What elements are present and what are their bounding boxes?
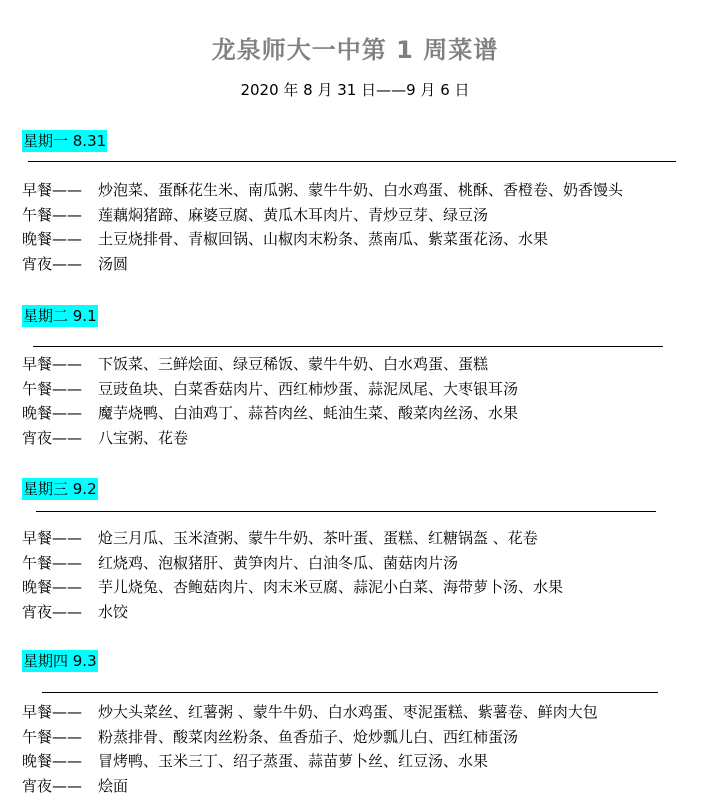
meal-items: 汤圆: [98, 254, 129, 273]
meal-row-lunch: [22, 551, 702, 576]
meal-label: 早餐——: [22, 703, 83, 721]
meal-items: 水饺: [98, 602, 129, 621]
meal-label: 早餐——: [22, 529, 83, 547]
meal-label: 午餐——: [22, 727, 83, 746]
day-header: 星期二 9.1: [23, 307, 97, 325]
meal-items: 下饭菜、三鲜烩面、绿豆稀饭、蒙牛牛奶、白水鸡蛋、蛋糕: [98, 355, 489, 373]
meal-label: 午餐——: [22, 379, 83, 398]
meal-list-thursday: [22, 700, 702, 798]
meal-row-dinner: [22, 575, 702, 600]
meal-row-late-night: [22, 252, 702, 277]
day-header: 星期四 9.3: [23, 652, 97, 670]
meal-row-lunch: [22, 725, 702, 750]
section-divider: [28, 161, 676, 162]
meal-list-tuesday: [22, 352, 702, 450]
meal-row-dinner: [22, 749, 702, 774]
date-range: 2020 年 8 月 31 日——9 月 6 日: [240, 81, 470, 99]
meal-row-late-night: [22, 600, 702, 625]
meal-row-late-night: [22, 426, 702, 451]
meal-label: 晚餐——: [22, 404, 83, 422]
section-divider: [36, 511, 656, 512]
meal-row-breakfast: [22, 352, 702, 377]
meal-items: 炒泡菜、蛋酥花生米、南瓜粥、蒙牛牛奶、白水鸡蛋、桃酥、香橙卷、奶香馒头: [98, 181, 624, 199]
day-section-wednesday: [22, 478, 702, 500]
meal-row-dinner: [22, 227, 702, 252]
meal-items: 魔芋烧鸭、白油鸡丁、蒜苔肉丝、蚝油生菜、酸菜肉丝汤、水果: [98, 404, 519, 422]
section-divider: [42, 692, 658, 693]
meal-label: 宵夜——: [22, 602, 83, 621]
menu-title: 龙泉师大一中第 1 周菜谱: [211, 36, 499, 64]
meal-label: 宵夜——: [22, 254, 83, 273]
meal-list-wednesday: [22, 526, 702, 624]
meal-row-lunch: [22, 377, 702, 402]
meal-items: 豆豉鱼块、白菜香菇肉片、西红柿炒蛋、蒜泥凤尾、大枣银耳汤: [98, 379, 519, 398]
meal-row-dinner: [22, 401, 702, 426]
meal-items: 冒烤鸭、玉米三丁、绍子蒸蛋、蒜苗萝卜丝、红豆汤、水果: [98, 752, 489, 770]
day-section-tuesday: [22, 305, 702, 327]
meal-row-breakfast: [22, 526, 702, 551]
meal-label: 晚餐——: [22, 578, 83, 596]
day-header: 星期三 9.2: [23, 480, 97, 498]
meal-items: 炝三月瓜、玉米渣粥、蒙牛牛奶、茶叶蛋、蛋糕、红糖锅盔 、花卷: [98, 529, 538, 547]
meal-items: 炒大头菜丝、红薯粥 、蒙牛牛奶、白水鸡蛋、枣泥蛋糕、紫薯卷、鲜肉大包: [98, 703, 598, 721]
meal-label: 晚餐——: [22, 752, 83, 770]
meal-row-lunch: [22, 203, 702, 228]
day-section-monday: [22, 130, 702, 152]
meal-items: 烩面: [98, 776, 129, 795]
meal-label: 午餐——: [22, 205, 83, 224]
meal-label: 宵夜——: [22, 428, 83, 447]
meal-label: 晚餐——: [22, 230, 83, 248]
meal-label: 午餐——: [22, 553, 83, 572]
meal-row-late-night: [22, 774, 702, 799]
meal-list-monday: [22, 178, 702, 276]
section-divider: [33, 346, 663, 347]
meal-label: 宵夜——: [22, 776, 83, 795]
meal-items: 粉蒸排骨、酸菜肉丝粉条、鱼香茄子、炝炒瓢儿白、西红柿蛋汤: [98, 727, 519, 746]
meal-label: 早餐——: [22, 181, 83, 199]
day-section-thursday: [22, 650, 702, 672]
meal-row-breakfast: [22, 178, 702, 203]
meal-row-breakfast: [22, 700, 702, 725]
meal-items: 土豆烧排骨、青椒回锅、山椒肉末粉条、蒸南瓜、紫菜蛋花汤、水果: [98, 230, 549, 248]
day-header: 星期一 8.31: [23, 132, 107, 150]
meal-items: 八宝粥、花卷: [98, 428, 189, 447]
meal-label: 早餐——: [22, 355, 83, 373]
meal-items: 莲藕焖猪蹄、麻婆豆腐、黄瓜木耳肉片、青炒豆芽、绿豆汤: [98, 205, 489, 224]
meal-items: 芋儿烧兔、杏鲍菇肉片、肉末米豆腐、蒜泥小白菜、海带萝卜汤、水果: [98, 578, 564, 596]
meal-items: 红烧鸡、泡椒猪肝、黄笋肉片、白油冬瓜、菌菇肉片汤: [98, 553, 459, 572]
